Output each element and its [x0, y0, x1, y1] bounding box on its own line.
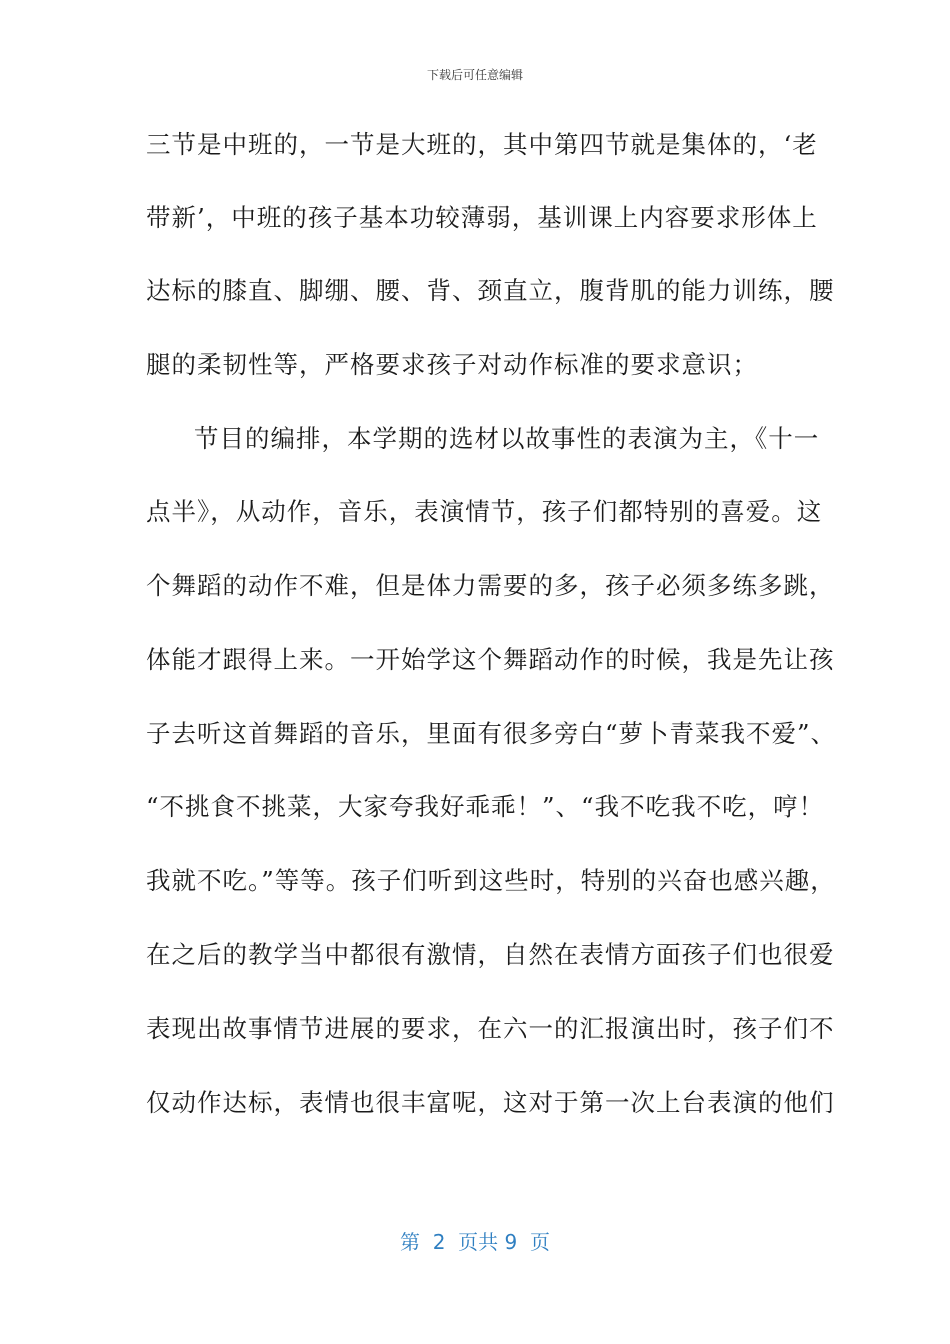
text-line: 个舞蹈的动作不难，但是体力需要的多，孩子必须多练多跳， [146, 571, 835, 600]
text-line: 我就不吃。”等等。孩子们听到这些时，特别的兴奋也感兴趣， [146, 866, 836, 895]
page-header: 下载后可任意编辑 [426, 68, 523, 82]
text-line-indented: 节目的编排，本学期的选材以故事性的表演为主，《十一 [194, 424, 820, 453]
text-line: 仅动作达标，表情也很丰富呢，这对于第一次上台表演的他们 [146, 1088, 835, 1117]
text-line: 带新’，中班的孩子基本功较薄弱，基训课上内容要求形体上 [146, 203, 818, 232]
text-line: 腿的柔韧性等，严格要求孩子对动作标准的要求意识； [146, 350, 758, 379]
text-line: 表现出故事情节进展的要求，在六一的汇报演出时，孩子们不 [146, 1014, 835, 1043]
text-line: 子去听这首舞蹈的音乐，里面有很多旁白“萝卜青菜我不爱”、 [146, 719, 837, 748]
text-line: 三节是中班的，一节是大班的，其中第四节就是集体的，‘老 [146, 130, 818, 159]
text-line: 点半》，从动作，音乐，表演情节，孩子们都特别的喜爱。这 [146, 497, 823, 526]
text-line: 在之后的教学当中都很有激情，自然在表情方面孩子们也很爱 [146, 940, 835, 969]
text-line: “不挑食不挑菜，大家夸我好乖乖！”、“我不吃我不吃，哼！ [146, 792, 825, 821]
text-line: 体能才跟得上来。一开始学这个舞蹈动作的时候，我是先让孩 [146, 645, 835, 674]
text-line: 达标的膝直、脚绷、腰、背、颈直立，腹背肌的能力训练，腰 [146, 276, 835, 305]
page-number-footer: 第 2 页共 9 页 [400, 1230, 550, 1254]
